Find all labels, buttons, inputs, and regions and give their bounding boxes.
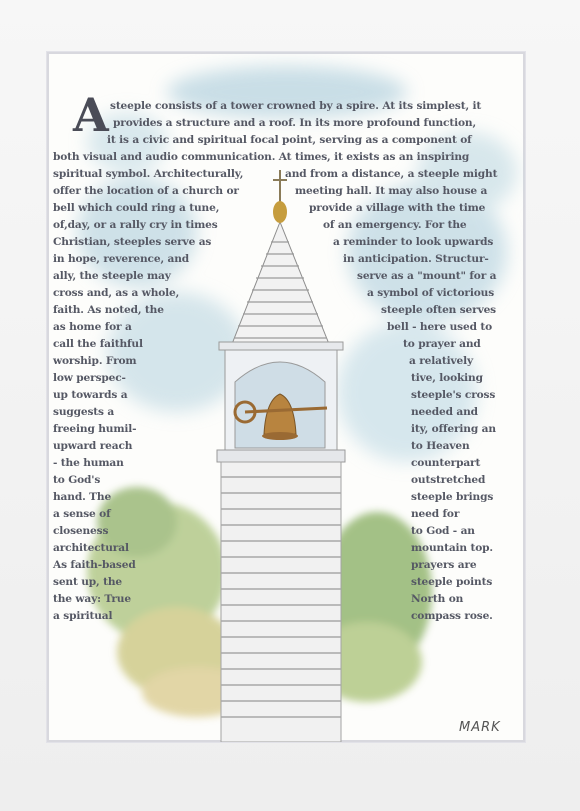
- text-line: faith. As noted, the: [53, 304, 164, 316]
- drop-cap: A: [73, 88, 109, 142]
- text-line: steeple brings: [411, 491, 494, 503]
- text-line: in hope, reverence, and: [53, 253, 190, 265]
- text-line: freeing humil-: [53, 423, 137, 435]
- text-line: North on: [411, 593, 464, 605]
- text-line: prayers are: [411, 559, 477, 571]
- text-line: worship. From: [53, 355, 137, 367]
- text-line: steeple points: [411, 576, 493, 588]
- text-line: the way: True: [53, 593, 131, 605]
- text-line: a spiritual: [53, 610, 113, 622]
- text-line: closeness: [53, 525, 109, 537]
- artist-signature: MARK: [459, 720, 501, 735]
- text-line: to Heaven: [411, 440, 470, 452]
- text-line: a relatively: [409, 355, 473, 367]
- text-line: and from a distance, a steeple might: [285, 168, 498, 180]
- text-line: cross and, as a whole,: [53, 287, 180, 299]
- text-line: outstretched: [411, 474, 486, 486]
- text-line: Christian, steeples serve as: [53, 236, 212, 248]
- text-line: needed and: [411, 406, 478, 418]
- text-line: sent up, the: [53, 576, 123, 588]
- watercolor-painting: [47, 52, 525, 742]
- text-line: up towards a: [53, 389, 128, 401]
- text-line: serve as a "mount" for a: [357, 270, 497, 282]
- text-line: need for: [411, 508, 460, 520]
- text-line: steeple's cross: [411, 389, 496, 401]
- text-line: low perspec-: [53, 372, 126, 384]
- text-line: bell - here used to: [387, 321, 493, 333]
- text-line: counterpart: [411, 457, 481, 469]
- text-line: to prayer and: [403, 338, 481, 350]
- text-line: of,day, or a rally cry in times: [53, 219, 218, 231]
- text-line: bell which could ring a tune,: [53, 202, 220, 214]
- text-line: of an emergency. For the: [323, 219, 467, 231]
- text-line: - the human: [53, 457, 124, 469]
- text-line: hand. The: [53, 491, 112, 503]
- text-line: in anticipation. Structur-: [343, 253, 489, 265]
- text-line: tive, looking: [411, 372, 483, 384]
- text-line: both visual and audio communication. At times, it exists as an inspiring: [53, 151, 470, 163]
- text-line: steeple consists of a tower crowned by a spire. At its simplest, it: [110, 100, 482, 112]
- text-line: a sense of: [53, 508, 111, 520]
- text-line: suggests a: [53, 406, 115, 418]
- text-line: upward reach: [53, 440, 133, 452]
- text-line: meeting hall. It may also house a: [295, 185, 488, 197]
- text-line: call the faithful: [53, 338, 143, 350]
- text-line: provides a structure and a roof. In its more profound function,: [113, 117, 476, 129]
- text-line: as home for a: [53, 321, 132, 333]
- text-line: it is a civic and spiritual focal point, serving as a component of: [107, 134, 472, 146]
- text-line: a reminder to look upwards: [333, 236, 494, 248]
- text-line: to God's: [53, 474, 101, 486]
- text-line: mountain top.: [411, 542, 493, 554]
- text-line: architectural: [53, 542, 129, 554]
- text-line: ity, offering an: [411, 423, 496, 435]
- text-line: provide a village with the time: [309, 202, 486, 214]
- text-line: spiritual symbol. Architecturally,: [53, 168, 244, 180]
- text-line: to God - an: [411, 525, 475, 537]
- text-line: compass rose.: [411, 610, 493, 622]
- text-line: ally, the steeple may: [53, 270, 171, 282]
- text-line: As faith-based: [53, 559, 136, 571]
- text-line: a symbol of victorious: [367, 287, 495, 299]
- text-line: steeple often serves: [381, 304, 496, 316]
- calligram-text: [47, 52, 525, 742]
- text-line: offer the location of a church or: [53, 185, 239, 197]
